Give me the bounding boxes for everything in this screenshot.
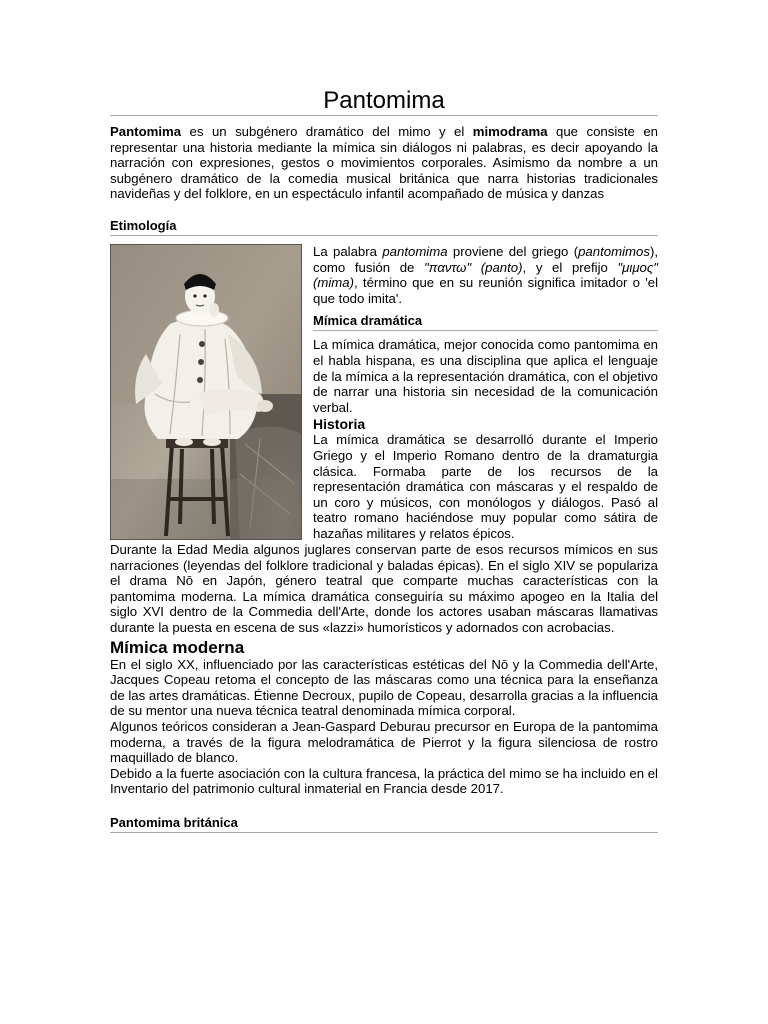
mimica-dramatica-paragraph: La mímica dramática, mejor conocida como pantomima en el habla hispana, es una disciplina que aplica el lenguaje de la mímica a la representación dramática, con el objetivo de narrar una historia sin necesidad de la comunicación verbal. [313,337,658,415]
figure-section [110,244,658,542]
heading-etimologia: Etimología [110,218,658,236]
pierrot-photo-illustration [110,244,302,540]
term-mimodrama: mimodrama [472,124,548,139]
pierrot-photo [110,244,302,540]
intro-paragraph: Pantomima es un subgénero dramático del mimo y el mimodrama que consiste en representar una historia mediante la mímica sin diálogos ni palabras, es decir apoyando la narración con expresiones, gestos o movimientos corporales. Asimismo da nombre a un subgénero dramático de la comedia musical británica que narra historias tradicionales navideñas y del folklore, en un espectáculo infantil acompañado de música y danzas [110,124,658,202]
historia-paragraph-2: Durante la Edad Media algunos juglares conservan parte de esos recursos mímicos en sus narraciones (leyendas del folklore tradicional y baladas épicas). En el siglo XIV se populariza el drama Nō en Japón, género teatral que comparte muchas características con la pantomima moderna. La mímica dramática conseguiría su máximo apogeo en la Italia del siglo XVI dentro de la Commedia dell'Arte, donde los actores usaban máscaras llamativas durante la puesta en escena de sus «lazzi» humorísticos y adornados con acrobacias. [110,541,658,635]
right-column [313,244,658,432]
heading-mimica-moderna: Mímica moderna [110,637,245,657]
mimica-moderna-paragraph-3: Debido a la fuerte asociación con la cultura francesa, la práctica del mimo se ha incluido en el Inventario del patrimonio cultural inmaterial en Francia desde 2017. [110,765,658,797]
page-title: Pantomima [110,88,658,116]
article-body [110,88,658,833]
historia-paragraph-1: La mímica dramática se desarrolló durante el Imperio Griego y el Imperio Romano dentro de la dramaturgia clásica. Formaba parte de los recursos de la representación dramática con máscaras y el respaldo de un coro y músicos, con monólogos y diálogos. Pasó al teatro romano haciéndose muy popular como sátira de hazañas militares y relatos épicos. [313,432,658,541]
heading-historia: Historia [313,416,366,433]
etimologia-paragraph: La palabra pantomima proviene del griego (pantomimos), como fusión de "παντω" (panto), y el prefijo "μιμος" (mima), término que en su reunión significa imitador o 'el que todo imita'. [313,243,658,306]
mimica-moderna-paragraph-1: En el siglo XX, influenciado por las características estéticas del Nō y la Commedia dell'Arte, Jacques Copeau retoma el concepto de las máscaras como una técnica para la enseñanza de las artes dramáticas. Étienne Decroux, pupilo de Copeau, desarrolla gracias a la influencia de su mentor una nueva técnica teatral denominada mímica corporal. [110,656,658,719]
mimica-moderna-paragraph-2: Algunos teóricos consideran a Jean-Gaspard Deburau precursor en Europa de la pantomima moderna, a través de la figura melodramática de Pierrot y la figura silenciosa de rostro maquillado de blanco. [110,718,658,766]
term-pantomima: Pantomima [110,124,182,139]
heading-pantomima-britanica: Pantomima británica [110,815,658,833]
heading-mimica-dramatica: Mímica dramática [313,313,658,331]
